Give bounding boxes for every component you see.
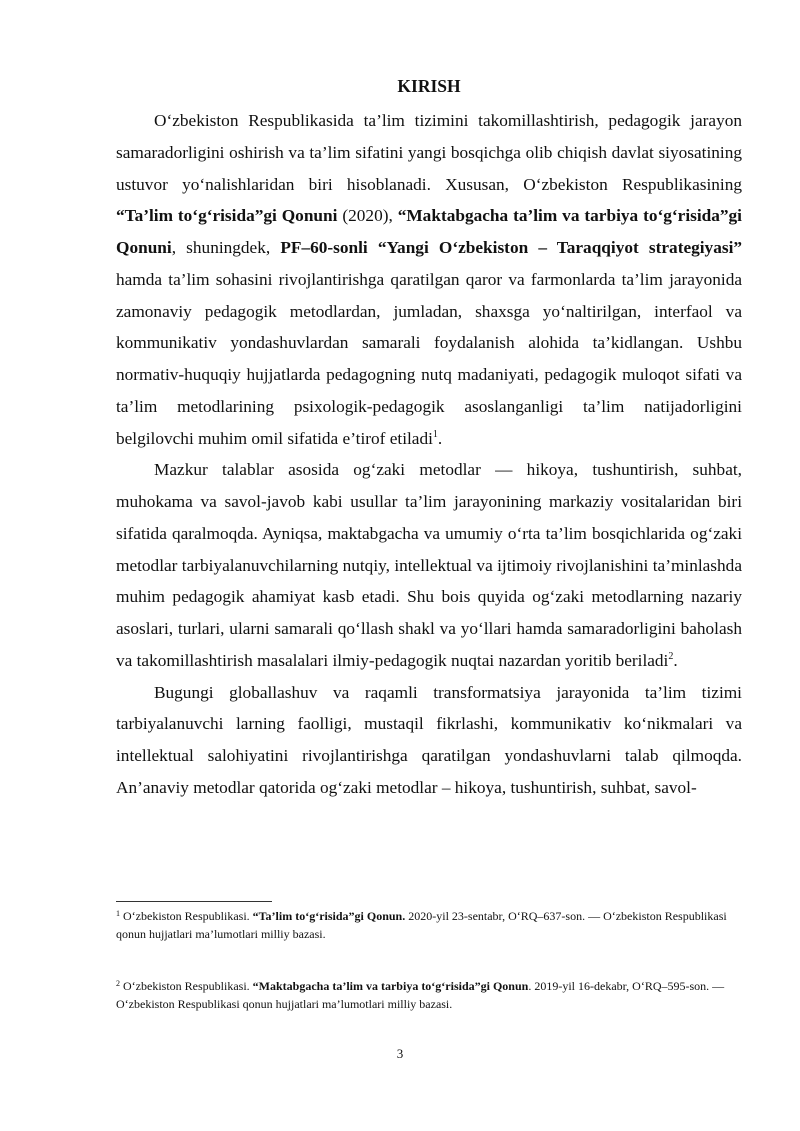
text-run: 2020-yil 23-sentabr, O‘RQ–637-son. — O‘zbekiston Respublikasi qonun hujjatlari ma’lumotlari milliy bazasi. [116, 909, 727, 941]
text-run: Bugungi globallashuv va raqamli transformatsiya jarayonida ta’lim tizimi tarbiyalanuvchi larning faolligi, mustaqil fikrlashi, kommunikativ ko‘nikmalari va intellektual salohiyatini rivojlantirishga qaratilgan yondashuvlarni talab qilmoqda. An’anaviy metodlar qatorida og‘zaki metodlar – hikoya, tushuntirish, suhbat, savol- [116, 682, 742, 797]
page-number: 3 [396, 1046, 404, 1061]
paragraph [116, 454, 742, 676]
footnote-number: 2 [116, 979, 120, 988]
text-run: hamda ta’lim sohasini rivojlantirishga qaratilgan qaror va farmonlarda ta’lim jarayonida zamonaviy pedagogik metodlardan, jumladan, shaxsga yo‘naltirilgan, interfaol va kommunikativ yondashuvlardan samarali foydalanish alohida ta’kidlangan. Ushbu normativ-huquqiy hujjatlarda pedagogning nutq madaniyati, pedagogik muloqot sifati va ta’lim metodlarining psixologik-pedagogik asoslanganligi ta’lim natijadorligini belgilovchi muhim omil sifatida e’tirof etiladi [116, 269, 742, 448]
bold-text: “Ta’lim to‘g‘risida”gi Qonuni [116, 206, 338, 226]
footnote [116, 908, 742, 943]
footnote-number: 1 [116, 909, 120, 918]
text-run: . [673, 650, 678, 670]
bold-text: PF–60-sonli “Yangi O‘zbekiston – Taraqqiyot strategiyasi” [280, 238, 743, 257]
bold-text: “Maktabgacha ta’lim va tarbiya to‘g‘risida”gi Qonuni [116, 206, 742, 257]
bold-text: “Maktabgacha ta’lim va tarbiya to‘g‘risida”gi Qonun [252, 979, 529, 993]
section-heading: KIRISH [397, 76, 461, 96]
text-run: Mazkur talablar asosida og‘zaki metodlar — hikoya, tushuntirish, suhbat, muhokama va savol-javob kabi usullar ta’lim jarayonining markaziy vositalaridan biri sifatida qaralmoqda. Ayniqsa, maktabgacha va umumiy o‘rta ta’lim bosqichlarida og‘zaki metodlar tarbiyalanuvchilarning nutqiy, intellektual va ijtimoiy rivojlanishini ta’minlashda muhim pedagogik ahamiyat kasb etadi. Shu bois quyida og‘zaki metodlarning nazariy asoslari, turlari, ularni samarali qo‘llash shakl va yo‘llari hamda samaradorligini baholash va takomillashtirish masalalari ilmiy-pedagogik nuqtai nazardan yoritib beriladi [116, 460, 742, 670]
footnote [116, 978, 742, 1013]
text-run: . 2019-yil 16-dekabr, O‘RQ–595-son. — O‘zbekiston Respublikasi qonun hujjatlari ma’lumotlari milliy bazasi. [116, 979, 725, 1011]
footnote-separator [116, 901, 272, 902]
bold-text: “Ta’lim to‘g‘risida”gi Qonun. [252, 909, 406, 923]
paragraph [116, 105, 742, 454]
footnote-reference: 2 [668, 650, 674, 662]
text-run: O‘zbekiston Respublikasi. [120, 909, 253, 923]
text-run: O‘zbekiston Respublikasida ta’lim tizimini takomillashtirish, pedagogik jarayon samaradorligini oshirish va ta’lim sifatini yangi bosqichga olib chiqish davlat siyosatining ustuvor yo‘nalishlaridan biri hisoblanadi. Xususan, O‘zbekiston Respublikasining [116, 111, 742, 194]
footnote-reference: 1 [432, 428, 438, 440]
text-run: O‘zbekiston Respublikasi. [120, 979, 253, 993]
text-run: , shuningdek, [171, 238, 281, 257]
text-run: (2020), [337, 206, 398, 226]
body-text [116, 105, 742, 804]
paragraph [116, 677, 742, 804]
text-run: . [437, 428, 443, 448]
